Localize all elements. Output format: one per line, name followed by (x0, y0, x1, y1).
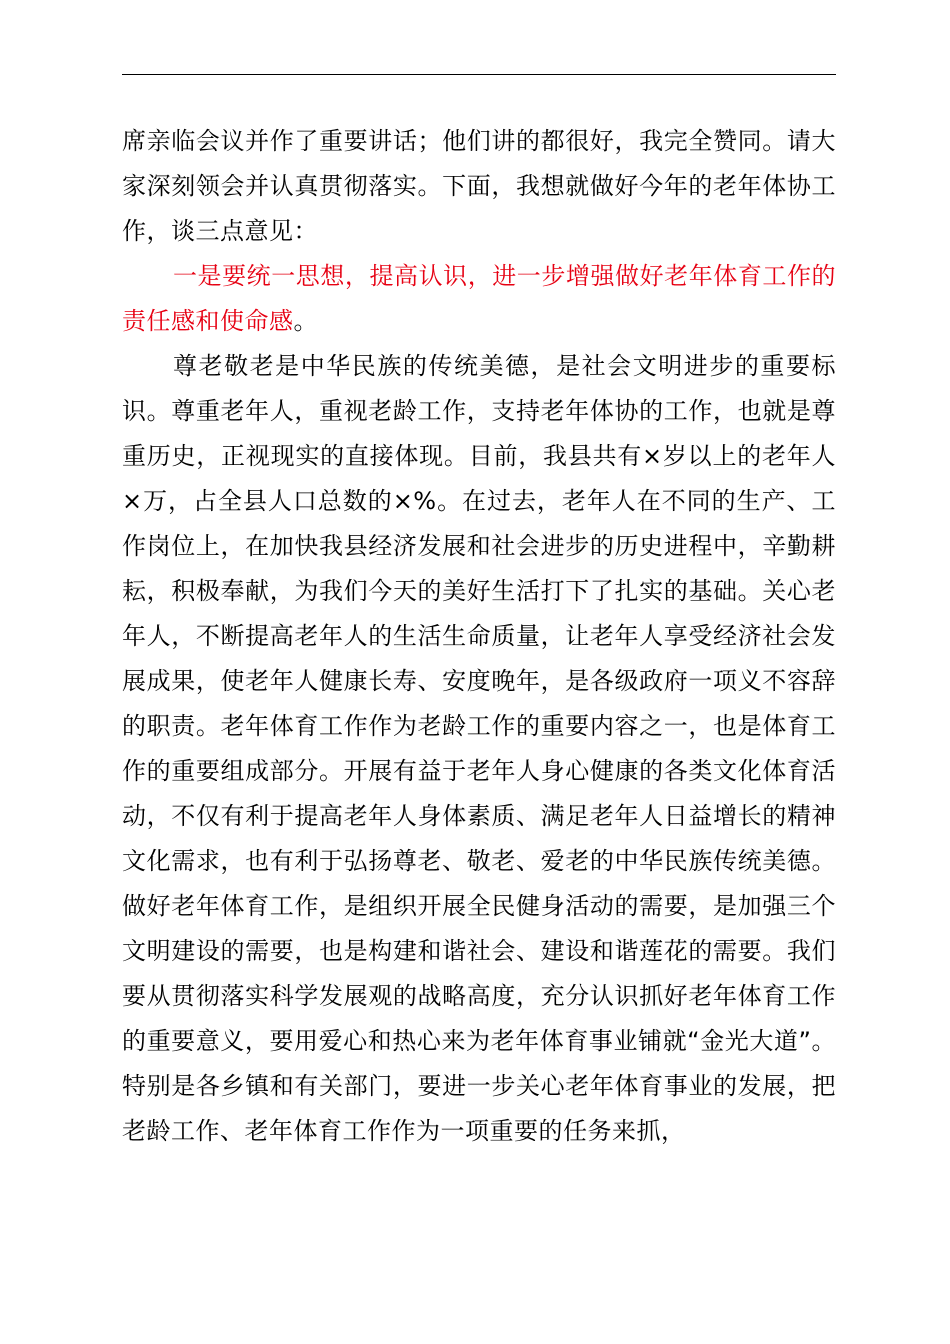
section-one-body: 尊老敬老是中华民族的传统美德，是社会文明进步的重要标识。尊重老年人，重视老龄工作，支持老年体协的工作，也就是尊重历史，正视现实的直接体现。目前，我县共有×岁以上的老年人×万，占全县人口总数的×%。在过去，老年人在不同的生产、工作岗位上，在加快我县经济发展和社会进步的历史进程中，辛勤耕耘，积极奉献，为我们今天的美好生活打下了扎实的基础。关心老年人，不断提高老年人的生活生命质量，让老年人享受经济社会发展成果，使老年人健康长寿、安度晚年，是各级政府一项义不容辞的职责。老年体育工作作为老龄工作的重要内容之一，也是体育工作的重要组成部分。开展有益于老年人身心健康的各类文化体育活动，不仅有利于提高老年人身体素质、满足老年人日益增长的精神文化需求，也有利于弘扬尊老、敬老、爱老的中华民族传统美德。做好老年体育工作，是组织开展全民健身活动的需要，是加强三个文明建设的需要，也是构建和谐社会、建设和谐莲花的需要。我们要从贯彻落实科学发展观的战略高度，充分认识抓好老年体育工作的重要意义，要用爱心和热心来为老年体育事业铺就“金光大道”。特别是各乡镇和有关部门，要进一步关心老年体育事业的发展，把老龄工作、老年体育工作作为一项重要的任务来抓， (122, 352, 836, 1145)
document-body (122, 119, 836, 1154)
intro-paragraph: 席亲临会议并作了重要讲话；他们讲的都很好，我完全赞同。请大家深刻领会并认真贯彻落实。下面，我想就做好今年的老年体协工作，谈三点意见： (122, 127, 836, 245)
section-one-heading (122, 254, 836, 344)
header-rule (122, 74, 836, 75)
section-one-heading-period: 。 (293, 307, 318, 335)
section-one-heading-text: 一是要统一思想，提高认识，进一步增强做好老年体育工作的责任感和使命感 (122, 262, 836, 335)
